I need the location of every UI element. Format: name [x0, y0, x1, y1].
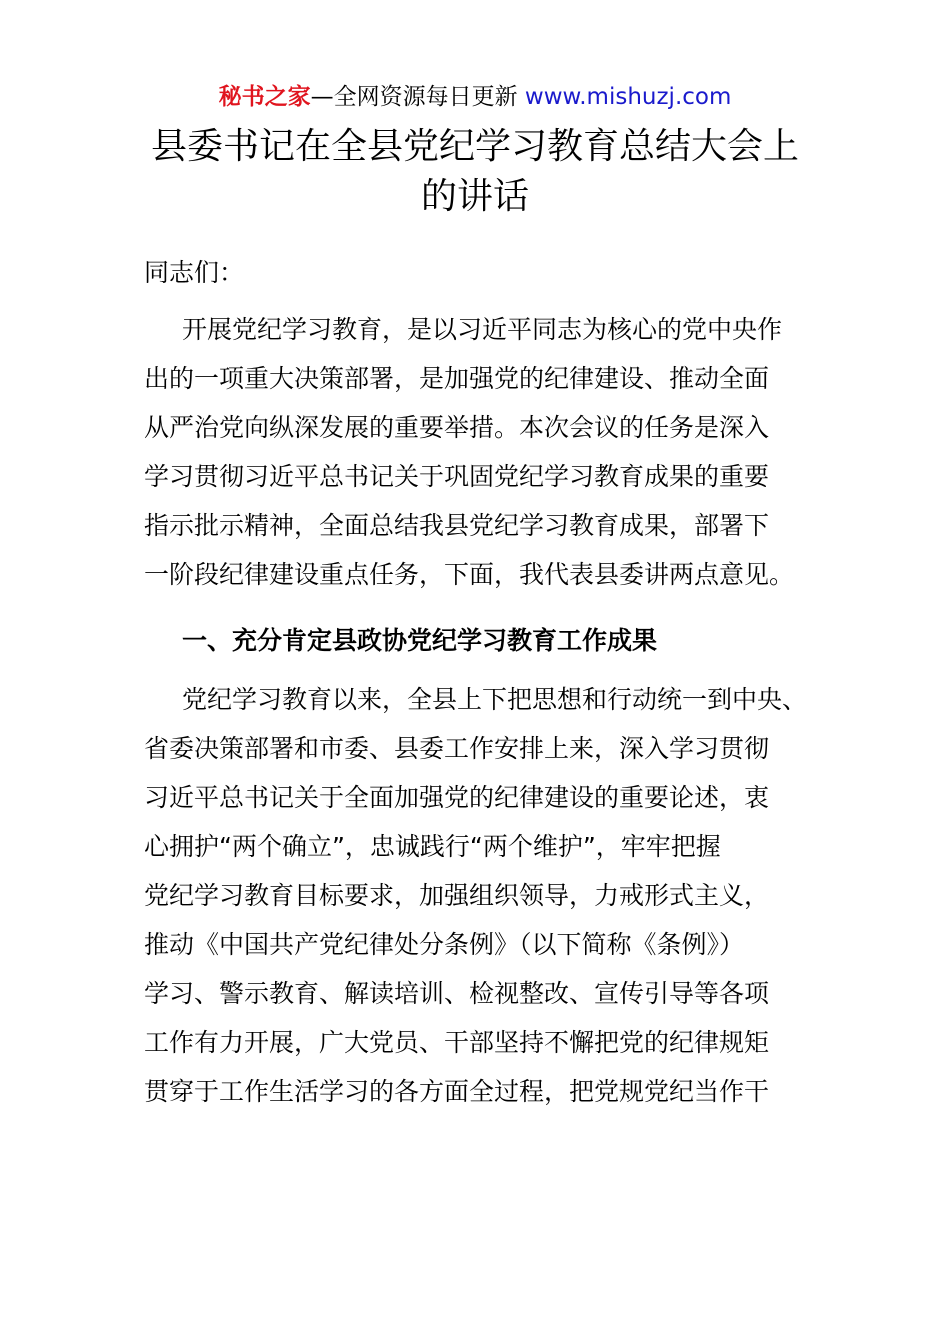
salutation-text: 同志们： — [144, 258, 245, 287]
paragraph-line: 习近平总书记关于全面加强党的纪律建设的重要论述，衷 — [144, 783, 770, 812]
paragraph-line: 出的一项重大决策部署，是加强党的纪律建设、推动全面 — [144, 364, 770, 393]
site-url-link[interactable]: www.mishuzj.com — [524, 84, 732, 110]
paragraph-intro — [144, 305, 824, 599]
header-tagline: —全网资源每日更新 — [310, 84, 525, 110]
paragraph-line: 学习贯彻习近平总书记关于巩固党纪学习教育成果的重要 — [144, 462, 770, 491]
title-line: 的讲话 — [420, 176, 529, 217]
salutation — [144, 248, 824, 297]
paragraph-line: 学习、警示教育、解读培训、检视整改、宣传引导等各项 — [144, 979, 770, 1008]
document-title — [120, 122, 830, 222]
site-header — [0, 80, 950, 114]
paragraph-line: 贯穿于工作生活学习的各方面全过程，把党规党纪当作干 — [144, 1077, 770, 1106]
paragraph-line: 省委决策部署和市委、县委工作安排上来，深入学习贯彻 — [144, 734, 770, 763]
paragraph-line: 指示批示精神，全面总结我县党纪学习教育成果，部署下 — [144, 511, 770, 540]
paragraph-achievements — [144, 675, 824, 1116]
paragraph-line: 心拥护“两个确立”，忠诚践行“两个维护”，牢牢把握 — [144, 832, 721, 861]
section-heading — [144, 616, 824, 665]
paragraph-line: 从严治党向纵深发展的重要举措。本次会议的任务是深入 — [144, 413, 770, 442]
paragraph-line: 推动《中国共产党纪律处分条例》（以下简称《条例》） — [144, 930, 745, 959]
paragraph-line: 党纪学习教育目标要求，加强组织领导，力戒形式主义， — [144, 881, 770, 910]
title-line: 县委书记在全县党纪学习教育总结大会上 — [150, 126, 799, 167]
paragraph-line: 工作有力开展，广大党员、干部坚持不懈把党的纪律规矩 — [144, 1028, 770, 1057]
brand-name: 秘书之家 — [218, 84, 311, 110]
section-heading-text: 一、充分肯定县政协党纪学习教育工作成果 — [182, 626, 658, 655]
paragraph-line: 一阶段纪律建设重点任务，下面，我代表县委讲两点意见。 — [144, 560, 795, 589]
paragraph-line: 开展党纪学习教育，是以习近平同志为核心的党中央作 — [182, 315, 783, 344]
paragraph-line: 党纪学习教育以来，全县上下把思想和行动统一到中央、 — [182, 685, 808, 714]
